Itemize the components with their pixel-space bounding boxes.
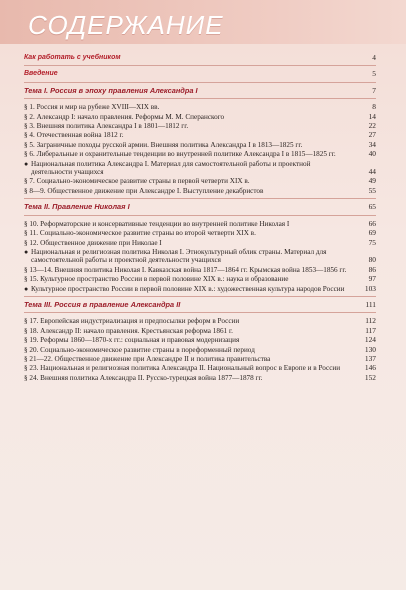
toc-entry-text: § 2. Александр I: начало правления. Реформы М. М. Сперанского — [24, 112, 225, 121]
toc-entry-text: Введение — [24, 70, 58, 78]
toc-entry-row[interactable] — [24, 285, 376, 293]
toc-page-number: 152 — [364, 372, 376, 382]
toc-page-number: 8 — [372, 102, 376, 112]
toc-entry-text: § 5. Заграничные походы русской армии. Внешняя политика Александра I в 1813—1825 гг. — [24, 140, 303, 149]
toc-entry-text: Тема III. Россия в правление Александра II — [24, 299, 181, 309]
toc-entry-text: § 4. Отечественная война 1812 г. — [24, 131, 124, 140]
toc-entry-text: Национальная и религиозная политика Николая I. Этнокультурный облик страны. Материал для самостоятельной работы и проектной деятельности учащихся — [31, 247, 327, 265]
toc-entry-row[interactable] — [24, 187, 376, 195]
toc-page-number: 44 — [368, 167, 376, 177]
toc-page-number: 75 — [368, 237, 376, 247]
toc-page-number: 111 — [365, 299, 376, 309]
toc-entry-row[interactable] — [24, 364, 376, 372]
toc-entry-row[interactable] — [24, 150, 376, 158]
toc-page-number: 112 — [365, 316, 376, 326]
toc-entry-text: § 23. Национальная и религиозная политика Александра II. Национальный вопрос в Европе и в России — [24, 364, 341, 373]
toc-entry-text: Национальная политика Александра I. Материал для самостоятельной работы и проектной деятельности учащихся — [31, 159, 311, 177]
toc-entry-row[interactable] — [24, 141, 376, 149]
section-divider — [24, 296, 376, 297]
toc-entry-row[interactable] — [24, 327, 376, 335]
section-divider — [24, 198, 376, 199]
bullet-icon: ● — [24, 284, 29, 293]
toc-page-number: 137 — [364, 353, 376, 363]
toc-entry-row[interactable] — [24, 122, 376, 130]
toc-entry-row[interactable] — [24, 160, 376, 177]
toc-entry-row[interactable] — [24, 220, 376, 228]
page-title: СОДЕРЖАНИЕ — [28, 10, 224, 40]
toc-entry-text: Тема II. Правление Николая I — [24, 202, 130, 212]
toc-entry-row[interactable] — [24, 239, 376, 247]
toc-entry-text: § 3. Внешняя политика Александра I в 1801—1812 гг. — [24, 122, 189, 131]
toc-entry-text: Культурное пространство России в первой половине XIX в.: художественная культура народов России — [31, 284, 345, 293]
toc-entry-text: § 19. Реформы 1860—1870-х гг.: социальная и правовая модернизация — [24, 336, 240, 345]
toc-page-number: 146 — [364, 363, 376, 373]
section-divider — [24, 312, 376, 313]
toc-entry-text: Как работать с учебником — [24, 54, 121, 61]
toc-entry-text: § 11. Социально-экономическое развитие страны во второй четверти XIX в. — [24, 229, 256, 238]
toc-entry-row[interactable] — [24, 248, 376, 265]
toc-entry-row[interactable] — [24, 131, 376, 139]
toc-page-number: 27 — [368, 130, 376, 140]
toc-entry-row[interactable] — [24, 103, 376, 111]
section-divider — [24, 82, 376, 83]
toc-page-number: 40 — [368, 149, 376, 159]
toc-page-number: 22 — [368, 121, 376, 131]
toc-intro-row[interactable] — [24, 70, 376, 78]
toc-entry-row[interactable] — [24, 275, 376, 283]
toc-page-number: 65 — [368, 202, 376, 212]
toc-page-number: 80 — [368, 255, 376, 265]
toc-entry-text: § 10. Реформаторские и консервативные тенденции во внутренней политике Николая I — [24, 219, 290, 228]
toc-topic-row[interactable] — [24, 203, 376, 211]
toc-entry-row[interactable] — [24, 177, 376, 185]
toc-entry-text: § 21—22. Общественное движение при Александре II и политика правительства — [24, 354, 271, 363]
bullet-icon: ● — [24, 247, 29, 256]
toc-entry-text: § 1. Россия и мир на рубеже XVIII—XIX вв. — [24, 103, 160, 112]
toc-page-number: 5 — [372, 69, 376, 79]
toc-page-number: 130 — [364, 344, 376, 354]
toc-page-number: 7 — [372, 85, 376, 95]
toc-entry-text: § 12. Общественное движение при Николае I — [24, 238, 162, 247]
toc-entry-text: Тема I. Россия в эпоху правления Александра I — [24, 85, 198, 95]
section-divider — [24, 65, 376, 66]
section-divider — [24, 98, 376, 99]
toc-entry-text: § 7. Социально-экономическое развитие страны в первой четверти XIX в. — [24, 177, 250, 186]
toc-page-number: 97 — [368, 274, 376, 284]
table-of-contents — [24, 54, 376, 383]
toc-entry-text: § 6. Либеральные и охранительные тенденции во внутренней политике Александра I в 1815—1825 гг. — [24, 150, 336, 159]
toc-page-number: 49 — [368, 176, 376, 186]
toc-page-number: 55 — [368, 185, 376, 195]
toc-page-number: 4 — [372, 53, 376, 62]
toc-entry-text: § 15. Культурное пространство России в первой половине XIX в.: наука и образование — [24, 275, 289, 284]
toc-entry-row[interactable] — [24, 266, 376, 274]
toc-entry-row[interactable] — [24, 229, 376, 237]
toc-entry-text: § 24. Внешняя политика Александра II. Русско-турецкая война 1877—1878 гг. — [24, 373, 263, 382]
toc-entry-text: § 20. Социально-экономическое развитие страны в пореформенный период — [24, 345, 255, 354]
toc-entry-row[interactable] — [24, 336, 376, 344]
toc-page-number: 117 — [365, 325, 376, 335]
toc-entry-text: § 13—14. Внешняя политика Николая I. Кавказская война 1817—1864 гг. Крымская война 1853—1856 гг. — [24, 265, 347, 274]
toc-page-number: 86 — [368, 264, 376, 274]
toc-entry-text: § 8—9. Общественное движение при Александре I. Выступление декабристов — [24, 186, 264, 195]
toc-entry-row[interactable] — [24, 355, 376, 363]
bullet-icon: ● — [24, 159, 29, 168]
toc-entry-text: § 17. Европейская индустриализация и предпосылки реформ в России — [24, 317, 240, 326]
toc-page-number: 124 — [364, 335, 376, 345]
toc-page-number: 103 — [364, 283, 376, 293]
toc-entry-row[interactable] — [24, 346, 376, 354]
toc-topic-row[interactable] — [24, 301, 376, 309]
toc-entry-row[interactable] — [24, 317, 376, 325]
toc-entry-text: § 18. Александр II: начало правления. Крестьянская реформа 1861 г. — [24, 326, 233, 335]
toc-page-number: 34 — [368, 139, 376, 149]
toc-page-number: 69 — [368, 228, 376, 238]
toc-intro-row[interactable] — [24, 54, 376, 62]
toc-entry-row[interactable] — [24, 113, 376, 121]
toc-page-number: 14 — [368, 111, 376, 121]
toc-topic-row[interactable] — [24, 87, 376, 95]
toc-entry-row[interactable] — [24, 374, 376, 382]
section-divider — [24, 215, 376, 216]
toc-page-number: 66 — [368, 218, 376, 228]
